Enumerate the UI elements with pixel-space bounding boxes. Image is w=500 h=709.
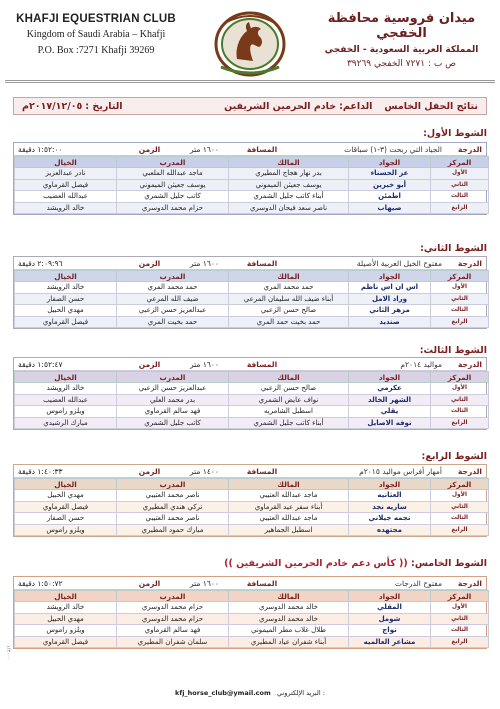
owner-header: المالك <box>229 157 349 168</box>
round-4-title: الشوط الرابع: <box>421 451 487 462</box>
position-cell: الثالث <box>431 406 489 418</box>
round-3-table <box>13 357 487 430</box>
results-table <box>14 590 489 648</box>
letterhead-english <box>11 13 181 56</box>
round-4-table <box>13 464 487 537</box>
horse-header: الجواد <box>349 591 431 602</box>
degree-label: الدرجة <box>458 144 482 154</box>
table-row <box>15 293 489 305</box>
jockey-cell: ويلزو راموس <box>15 406 117 418</box>
distance-value: ١٤٠٠ متر <box>190 466 219 476</box>
distance-value: ١٦٠٠ متر <box>190 359 219 369</box>
degree-value: مواليد ٢٠١٤م <box>400 359 442 369</box>
jockey-cell: مهدي الحبيل <box>15 305 117 317</box>
trainer-cell: حزام محمد الدوسري <box>117 602 229 614</box>
round-info <box>14 143 486 156</box>
horse-header: الجواد <box>349 271 431 282</box>
trainer-cell: ناصر محمد العتيبي <box>117 490 229 502</box>
degree-label: الدرجة <box>458 466 482 476</box>
jockey-cell: عبدالله العضيب <box>15 191 117 203</box>
trainer-header: المدرب <box>117 271 229 282</box>
degree-label: الدرجة <box>458 359 482 369</box>
table-row <box>15 383 489 395</box>
position-header: المركز <box>431 479 489 490</box>
round-info <box>14 257 486 270</box>
position-cell: الثالث <box>431 513 489 525</box>
table-row <box>15 191 489 203</box>
owner-cell: خالد محمد الدوسري <box>229 613 349 625</box>
horse-cell: نوفه الاصايل <box>349 417 431 429</box>
horse-cell: اس ان اس ناظم <box>349 282 431 294</box>
degree-value: مفتوح الخيل العربية الأصيلة <box>356 258 442 268</box>
owner-header: المالك <box>229 479 349 490</box>
horse-header: الجواد <box>349 157 431 168</box>
owner-cell: ماجد عبدالله العتيبي <box>229 513 349 525</box>
table-row <box>15 513 489 525</box>
degree-value: الجياد التي ربحت (٣-١) سباقات <box>344 144 442 154</box>
table-row <box>15 602 489 614</box>
trainer-header: المدرب <box>117 157 229 168</box>
jockey-cell: ويلزو راموس <box>15 625 117 637</box>
position-header: المركز <box>431 591 489 602</box>
pobox-ar: ص ب : ٧٢٧١ الخفجي ٣٩٢٦٩ <box>346 59 457 69</box>
jockey-cell: خالد الرويشد <box>15 602 117 614</box>
position-cell: الأول <box>431 490 489 502</box>
trainer-cell: يوسف جعيثن الميموني <box>117 179 229 191</box>
owner-cell: نواف عايض الشمري <box>229 394 349 406</box>
jockey-header: الخيال <box>15 271 117 282</box>
horse-cell: المقلي <box>349 602 431 614</box>
table-row <box>15 490 489 502</box>
event-title-bar <box>13 97 487 115</box>
jockey-cell: نادر عبدالعزيز <box>15 168 117 180</box>
owner-cell: ماجد عبدالله العتيبي <box>229 490 349 502</box>
distance-value: ١٦٠٠ متر <box>190 578 219 588</box>
time-value: ١:٤٠:٣٣ دقيقة <box>18 466 63 476</box>
horse-cell: يقلي <box>349 406 431 418</box>
position-header: المركز <box>431 157 489 168</box>
horse-cell: صنديد <box>349 316 431 328</box>
owner-header: المالك <box>229 271 349 282</box>
position-cell: الثاني <box>431 501 489 513</box>
trainer-cell: فهد سالم القرماوي <box>117 625 229 637</box>
owner-cell: بدر نهار هجاج المطيري <box>229 168 349 180</box>
time-label: الزمن <box>138 144 161 154</box>
position-cell: الثالث <box>431 305 489 317</box>
results-table <box>14 156 489 214</box>
position-cell: الثالث <box>431 625 489 637</box>
trainer-header: المدرب <box>117 591 229 602</box>
time-label: الزمن <box>138 359 161 369</box>
round-2-table <box>13 256 487 329</box>
jockey-cell: مهدي الحبيل <box>15 613 117 625</box>
horse-cell: صيهاب <box>349 202 431 214</box>
horse-cell: ساريه نجد <box>349 501 431 513</box>
degree-label: الدرجة <box>458 578 482 588</box>
degree-label: الدرجة <box>458 258 482 268</box>
owner-cell: صالح حسن الزعبي <box>229 383 349 395</box>
horse-cell: نجمه جيلاني <box>349 513 431 525</box>
trainer-header: المدرب <box>117 372 229 383</box>
jockey-header: الخيال <box>15 479 117 490</box>
sponsor-name: خادم الحرمين الشريفين <box>224 100 337 112</box>
owner-cell: خالد محمد الدوسري <box>229 602 349 614</box>
results-title: نتائج الحفل الخامس <box>384 100 478 112</box>
distance-label: المسافة <box>246 466 278 476</box>
distance-value: ١٦٠٠ متر <box>190 258 219 268</box>
table-row <box>15 406 489 418</box>
horse-cell: وراد الامل <box>349 293 431 305</box>
trainer-cell: عبدالعزيز حسن الزعبي <box>117 305 229 317</box>
event-date: ٢٠١٧/١٢/٠٥م <box>22 100 83 112</box>
degree-value: أمهار أفراس مواليد ٢٠١٥م <box>359 466 442 476</box>
results-table <box>14 270 489 328</box>
jockey-cell: خالد الرويشد <box>15 202 117 214</box>
results-table <box>14 478 489 536</box>
results-page <box>5 5 495 704</box>
trainer-cell: ماجد عبدالله الملعبي <box>117 168 229 180</box>
round-5-table <box>13 576 487 649</box>
trainer-cell: حزام محمد الدوسري <box>117 613 229 625</box>
trainer-cell: حمد محمد المري <box>117 282 229 294</box>
sponsor-label: الداعم: <box>339 100 373 112</box>
position-cell: الثاني <box>431 613 489 625</box>
position-cell: الرابع <box>431 417 489 429</box>
horse-logo-icon <box>211 9 289 79</box>
owner-cell: طلال غلاب مطر الميموني <box>229 625 349 637</box>
horse-cell: مزهر الثاني <box>349 305 431 317</box>
horse-cell: مجتهده <box>349 524 431 536</box>
distance-label: المسافة <box>246 144 278 154</box>
owner-header: المالك <box>229 591 349 602</box>
horse-cell: مشاعر العالميه <box>349 636 431 648</box>
position-cell: الأول <box>431 602 489 614</box>
round-info <box>14 358 486 371</box>
horse-cell: اطمئن <box>349 191 431 203</box>
table-row <box>15 625 489 637</box>
footer-email-label: البريد الإلكتروني : <box>277 689 325 697</box>
table-row <box>15 282 489 294</box>
country-ar: المملكة العربية السعودية - الخفجي <box>324 45 479 55</box>
trainer-cell: مبارك حمود المطيري <box>117 524 229 536</box>
pobox-en: P.O. Box :7271 Khafji 39269 <box>37 45 155 56</box>
jockey-cell: فيصل القرماوي <box>15 179 117 191</box>
trainer-cell: تركي هندي المطيري <box>117 501 229 513</box>
owner-cell: اسطبل الجماهير <box>229 524 349 536</box>
jockey-cell: خالد الرويشد <box>15 282 117 294</box>
trainer-cell: فهد سالم القرماوي <box>117 406 229 418</box>
round-5-label: الشوط الخامس: <box>411 558 487 569</box>
position-header: المركز <box>431 271 489 282</box>
jockey-cell: ويلزو راموس <box>15 524 117 536</box>
owner-cell: يوسف جعيثن الميموني <box>229 179 349 191</box>
trainer-cell: حزام محمد الدوسري <box>117 202 229 214</box>
round-3-title: الشوط الثالث: <box>419 345 487 356</box>
horse-header: الجواد <box>349 479 431 490</box>
position-cell: الرابع <box>431 202 489 214</box>
position-cell: الرابع <box>431 636 489 648</box>
club-name-en: KHAFJI EQUESTRIAN CLUB <box>16 13 176 25</box>
round-1-table <box>13 142 487 215</box>
distance-value: ١٦٠٠ متر <box>190 144 219 154</box>
round-1-title: الشوط الأول: <box>423 128 487 139</box>
round-5-title <box>224 558 487 569</box>
table-row <box>15 168 489 180</box>
position-cell: الأول <box>431 282 489 294</box>
table-row <box>15 501 489 513</box>
distance-label: المسافة <box>246 258 278 268</box>
club-name-ar: ميدان فروسية محافظة الخفجي <box>327 11 476 41</box>
distance-label: المسافة <box>246 359 278 369</box>
owner-cell: أبناء كاتب جليل الشمري <box>229 191 349 203</box>
owner-header: المالك <box>229 372 349 383</box>
horse-cell: عكرمي <box>349 383 431 395</box>
country-en: Kingdom of Saudi Arabia – Khafji <box>26 29 166 40</box>
jockey-cell: مبارك الرشيدي <box>15 417 117 429</box>
horse-cell: أبو خيرين <box>349 179 431 191</box>
owner-cell: ناصر سعد فيحان الدوسري <box>229 202 349 214</box>
jockey-header: الخيال <box>15 372 117 383</box>
horse-cell: نواج <box>349 625 431 637</box>
trainer-cell: سلمان شفران المطيري <box>117 636 229 648</box>
horse-cell: الشهر الخالد <box>349 394 431 406</box>
time-value: ١:٥٢:٠٠ دقيقة <box>18 144 63 154</box>
jockey-cell: حسن الصفار <box>15 293 117 305</box>
trainer-header: المدرب <box>117 479 229 490</box>
horse-header: الجواد <box>349 372 431 383</box>
position-cell: الثاني <box>431 179 489 191</box>
table-row <box>15 305 489 317</box>
jockey-cell: فيصل القرماوي <box>15 501 117 513</box>
owner-cell: اسطبل الشامريه <box>229 406 349 418</box>
letterhead-arabic <box>314 11 489 69</box>
distance-label: المسافة <box>246 578 278 588</box>
jockey-cell: عبدالله العضيب <box>15 394 117 406</box>
position-cell: الأول <box>431 168 489 180</box>
round-info <box>14 465 486 478</box>
owner-cell: حمد محمد المري <box>229 282 349 294</box>
jockey-cell: مهدي الحبيل <box>15 490 117 502</box>
time-label: الزمن <box>138 578 161 588</box>
table-row <box>15 179 489 191</box>
results-table <box>14 371 489 429</box>
table-row <box>15 613 489 625</box>
jockey-cell: فيصل القرماوي <box>15 316 117 328</box>
horse-cell: عز الحسناء <box>349 168 431 180</box>
position-cell: الثاني <box>431 293 489 305</box>
jockey-cell: خالد الرويشد <box>15 383 117 395</box>
position-cell: الأول <box>431 383 489 395</box>
table-row <box>15 636 489 648</box>
date-label: التاريخ : <box>85 100 123 112</box>
horse-cell: شومل <box>349 613 431 625</box>
table-row <box>15 316 489 328</box>
round-2-title: الشوط الثاني: <box>420 243 487 254</box>
owner-cell: أبناء شفران عياد المطيري <box>229 636 349 648</box>
position-header: المركز <box>431 372 489 383</box>
horse-cell: العثانيه <box>349 490 431 502</box>
trainer-cell: كاتب جليل الشمري <box>117 417 229 429</box>
letterhead <box>5 5 495 83</box>
trainer-cell: ناصر محمد العتيبي <box>117 513 229 525</box>
side-mark: ١/٣٠٠٠ <box>5 645 11 661</box>
owner-cell: أبناء كاتب جليل الشمري <box>229 417 349 429</box>
jockey-cell: حسن الصفار <box>15 513 117 525</box>
position-cell: الرابع <box>431 316 489 328</box>
footer-email[interactable]: kfj_horse_club@ymail.com <box>175 689 271 697</box>
round-5-subtitle: (( كأس دعم خادم الحرمين الشريفين )) <box>224 558 408 569</box>
time-label: الزمن <box>138 258 161 268</box>
position-cell: الرابع <box>431 524 489 536</box>
time-label: الزمن <box>138 466 161 476</box>
time-value: ١:٥٠:٧٢ دقيقة <box>18 578 63 588</box>
table-row <box>15 524 489 536</box>
round-info <box>14 577 486 590</box>
owner-cell: صالح حسن الزعبي <box>229 305 349 317</box>
table-row <box>15 417 489 429</box>
jockey-header: الخيال <box>15 157 117 168</box>
position-cell: الثاني <box>431 394 489 406</box>
footer <box>5 689 495 697</box>
trainer-cell: ضيف الله المرعي <box>117 293 229 305</box>
table-row <box>15 202 489 214</box>
owner-cell: أبناء ضيف الله سليمان المرعي <box>229 293 349 305</box>
trainer-cell: بدر محمد العلي <box>117 394 229 406</box>
trainer-cell: كاتب جليل الشمري <box>117 191 229 203</box>
degree-value: مفتوح الدرجات <box>394 578 442 588</box>
trainer-cell: حمد بخيت المري <box>117 316 229 328</box>
time-value: ١:٥٢:٤٧ دقيقة <box>18 359 63 369</box>
jockey-cell: فيصل القرماوي <box>15 636 117 648</box>
jockey-header: الخيال <box>15 591 117 602</box>
trainer-cell: عبدالعزيز حسن الزعبي <box>117 383 229 395</box>
owner-cell: أبناء سفر عيد القرماوي <box>229 501 349 513</box>
position-cell: الثالث <box>431 191 489 203</box>
table-row <box>15 394 489 406</box>
owner-cell: حمد بخيت حمد المري <box>229 316 349 328</box>
time-value: ٢:٠٩:٩٦ دقيقة <box>18 258 63 268</box>
